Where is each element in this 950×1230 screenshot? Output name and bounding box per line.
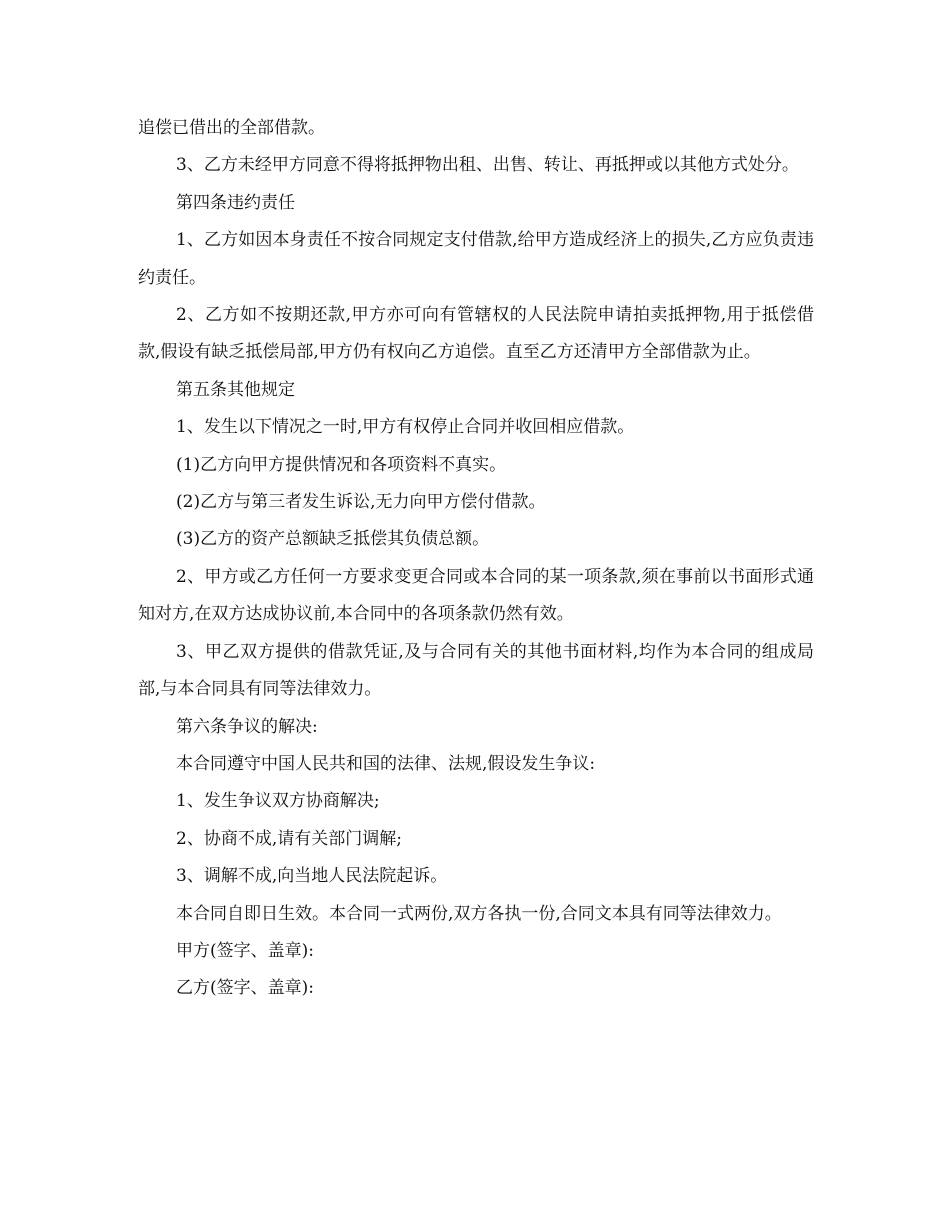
paragraph-17: 3、调解不成,向当地人民法院起诉。 [176, 866, 448, 887]
paragraph-15: 1、发生争议双方协商解决; [176, 791, 380, 812]
paragraph-11: 2、甲方或乙方任何一方要求变更合同或本合同的某一项条款,须在事前以书面形式通知对方,在双方达成协议前,本合同中的各项条款仍然有效。 [138, 566, 814, 625]
paragraph-10: (3)乙方的资产总额缺乏抵偿其负债总额。 [176, 529, 490, 550]
party-a-signature-line: 甲方(签字、盖章): [176, 940, 314, 961]
paragraph-1: 追偿已借出的全部借款。 [138, 118, 325, 138]
paragraph-18: 本合同自即日生效。本合同一式两份,双方各执一份,合同文本具有同等法律效力。 [176, 903, 782, 924]
document-body [138, 110, 814, 1008]
paragraph-4: 1、乙方如因本身责任不按合同规定支付借款,给甲方造成经济上的损失,乙方应负责违约责任。 [138, 230, 814, 288]
paragraph-5: 2、乙方如不按期还款,甲方亦可向有管辖权的人民法院申请拍卖抵押物,用于抵偿借款,假设有缺乏抵偿局部,甲方仍有权向乙方追偿。直至乙方还清甲方全部借款为止。 [138, 305, 814, 363]
paragraph-2: 3、乙方未经甲方同意不得将抵押物出租、出售、转让、再抵押或以其他方式处分。 [176, 155, 799, 176]
party-b-signature-line: 乙方(签字、盖章): [176, 978, 314, 999]
section-heading-5: 第五条其他规定 [176, 379, 295, 400]
section-heading-6: 第六条争议的解决: [176, 716, 318, 737]
paragraph-14: 本合同遵守中国人民共和国的法律、法规,假设发生争议: [176, 753, 596, 774]
paragraph-12: 3、甲乙双方提供的借款凭证,及与合同有关的其他书面材料,均作为本合同的组成局部,与本合同具有同等法律效力。 [138, 641, 814, 700]
paragraph-16: 2、协商不成,请有关部门调解; [176, 828, 402, 849]
section-heading-4: 第四条违约责任 [176, 192, 295, 213]
paragraph-7: 1、发生以下情况之一时,甲方有权停止合同并收回相应借款。 [176, 417, 635, 438]
paragraph-9: (2)乙方与第三者发生诉讼,无力向甲方偿付借款。 [176, 492, 546, 513]
paragraph-8: (1)乙方向甲方提供情况和各项资料不真实。 [176, 454, 507, 475]
